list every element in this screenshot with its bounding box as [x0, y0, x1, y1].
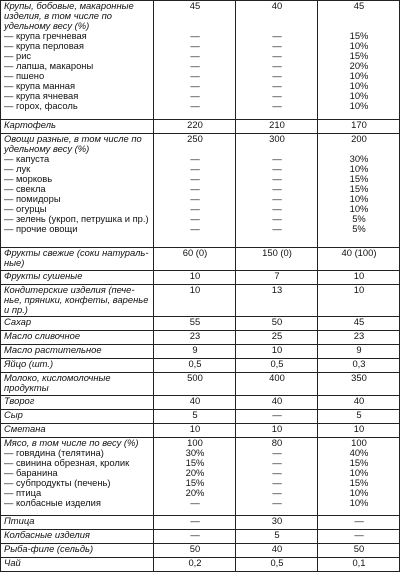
value-line: —	[190, 90, 200, 101]
value-line: —	[272, 60, 282, 71]
value-cell-col1	[154, 248, 236, 271]
value-line: 10%	[349, 163, 369, 174]
value-cell-col3	[318, 396, 400, 410]
value-line: 10	[353, 284, 365, 295]
value-line: 10	[189, 284, 201, 295]
value-line: 15%	[185, 457, 205, 468]
value-line: 25	[271, 330, 283, 341]
table-row	[1, 134, 400, 248]
product-name-line: Масло сливочное	[4, 330, 81, 341]
table-row	[1, 345, 400, 359]
value-line: 10%	[349, 80, 369, 91]
product-name-line: Масло растительное	[4, 344, 102, 355]
value-line: 7	[274, 270, 280, 281]
value-line: —	[354, 529, 364, 540]
value-line: 10	[189, 423, 201, 434]
value-line: 10%	[349, 100, 369, 111]
value-cell-col1	[154, 285, 236, 317]
table-row	[1, 516, 400, 530]
value-cell-col2	[236, 544, 318, 558]
value-line: —	[190, 163, 200, 174]
value-line: —	[272, 50, 282, 61]
subitem-line: — прочие овощи	[4, 223, 78, 234]
value-line: —	[272, 30, 282, 41]
value-line: —	[272, 163, 282, 174]
table-row	[1, 373, 400, 396]
value-line: —	[190, 213, 200, 224]
value-cell-col1	[154, 120, 236, 134]
value-line: 30%	[349, 153, 369, 164]
value-cell-col1	[154, 530, 236, 544]
product-name-cell	[1, 359, 154, 373]
value-cell-col3	[318, 516, 400, 530]
value-cell-col3	[318, 544, 400, 558]
table-body	[1, 1, 400, 572]
product-name-line: Молоко, кисломолочные	[4, 372, 111, 383]
value-line: —	[190, 70, 200, 81]
product-name-cell	[1, 544, 154, 558]
product-name-cell	[1, 120, 154, 134]
value-cell-col3	[318, 345, 400, 359]
value-line: 45	[189, 0, 201, 11]
product-name-line: Рыба-филе (сельдь)	[4, 543, 94, 554]
value-line: 15%	[349, 173, 369, 184]
value-line: —	[272, 409, 282, 420]
value-line: 50	[271, 316, 283, 327]
value-cell-col1	[154, 359, 236, 373]
value-line: 0,5	[270, 358, 284, 369]
value-line: 350	[351, 372, 367, 383]
value-line: —	[190, 497, 200, 508]
value-line: —	[272, 457, 282, 468]
value-cell-col2	[236, 248, 318, 271]
value-line: 15%	[349, 183, 369, 194]
product-name-cell	[1, 134, 154, 248]
value-line: 9	[356, 344, 362, 355]
value-cell-col2	[236, 530, 318, 544]
value-cell-col2	[236, 120, 318, 134]
value-line: —	[272, 203, 282, 214]
value-line: 10%	[349, 90, 369, 101]
table-row	[1, 424, 400, 438]
subitem-line: — горох, фасоль	[4, 100, 78, 111]
subitem-line: — говядина (телятина)	[4, 447, 104, 458]
value-cell-col3	[318, 134, 400, 248]
product-name-cell	[1, 345, 154, 359]
value-line: —	[190, 80, 200, 91]
product-name-cell	[1, 396, 154, 410]
value-cell-col3	[318, 248, 400, 271]
value-line: 40	[271, 543, 283, 554]
value-cell-col2	[236, 271, 318, 285]
product-name-line: Картофель	[4, 119, 56, 130]
table-row	[1, 1, 400, 120]
value-line: 5	[274, 529, 280, 540]
value-line: —	[190, 153, 200, 164]
value-cell-col1	[154, 558, 236, 572]
subitem-line: — крупа ячневая	[4, 90, 79, 101]
value-line: 5%	[352, 213, 366, 224]
value-line: —	[354, 515, 364, 526]
value-cell-col1	[154, 396, 236, 410]
product-name-cell	[1, 1, 154, 120]
value-line: —	[190, 60, 200, 71]
value-line: 40%	[349, 447, 369, 458]
product-name-line: Крупы, бобовые, макаронные	[4, 0, 134, 11]
value-line: —	[190, 515, 200, 526]
product-name-line: Сметана	[4, 423, 46, 434]
table-row	[1, 120, 400, 134]
product-name-line: Колбасные изделия	[4, 529, 90, 540]
product-name-line: Творог	[4, 395, 35, 406]
value-line: 50	[189, 543, 201, 554]
value-line: 0,1	[352, 557, 366, 568]
value-cell-col1	[154, 317, 236, 331]
subitem-line: — свекла	[4, 183, 46, 194]
value-line: —	[272, 223, 282, 234]
table-row	[1, 544, 400, 558]
value-line: 15%	[185, 477, 205, 488]
value-cell-col2	[236, 424, 318, 438]
product-name-line: удельному весу (%)	[4, 20, 90, 31]
product-name-line: продукты	[4, 382, 49, 393]
product-name-line: Чай	[4, 557, 21, 568]
table-row	[1, 530, 400, 544]
subitem-line: — птица	[4, 487, 42, 498]
value-line: —	[272, 497, 282, 508]
product-name-cell	[1, 317, 154, 331]
product-name-line: Овощи разные, в том числе по	[4, 133, 142, 144]
value-line: —	[272, 153, 282, 164]
value-line: 10	[271, 344, 283, 355]
value-cell-col1	[154, 271, 236, 285]
value-line: 10%	[349, 467, 369, 478]
value-line: 0,5	[270, 557, 284, 568]
value-line: 30%	[185, 447, 205, 458]
value-cell-col2	[236, 134, 318, 248]
value-line: —	[272, 193, 282, 204]
product-name-line: Сыр	[4, 409, 23, 420]
value-line: —	[272, 183, 282, 194]
subitem-line: — капуста	[4, 153, 50, 164]
value-line: 10	[353, 423, 365, 434]
subitem-line: — баранина	[4, 467, 58, 478]
value-line: 15%	[349, 477, 369, 488]
value-line: 100	[187, 437, 203, 448]
value-line: 60 (0)	[182, 247, 208, 258]
value-line: 15%	[349, 30, 369, 41]
value-line: —	[190, 40, 200, 51]
value-line: 100	[351, 437, 367, 448]
value-line: —	[272, 447, 282, 458]
value-cell-col2	[236, 516, 318, 530]
value-line: 55	[189, 316, 201, 327]
value-cell-col2	[236, 438, 318, 516]
value-cell-col1	[154, 134, 236, 248]
product-name-line: изделия, в том числе по	[4, 10, 112, 21]
table-row	[1, 317, 400, 331]
product-name-cell	[1, 558, 154, 572]
value-line: 40	[353, 395, 365, 406]
value-line: 50	[353, 543, 365, 554]
value-line: 45	[353, 0, 365, 11]
value-cell-col1	[154, 410, 236, 424]
value-line: 0,3	[352, 358, 366, 369]
product-name-cell	[1, 285, 154, 317]
value-line: 30	[271, 515, 283, 526]
value-line: —	[190, 30, 200, 41]
product-name-line: удельному весу (%)	[4, 143, 90, 154]
value-line: —	[272, 90, 282, 101]
subitem-line: — лапша, макароны	[4, 60, 94, 71]
table-row	[1, 396, 400, 410]
product-name-cell	[1, 248, 154, 271]
value-line: 15%	[349, 457, 369, 468]
value-cell-col3	[318, 373, 400, 396]
product-name-cell	[1, 271, 154, 285]
product-name-line: Кондитерские изделия (пече-	[4, 284, 135, 295]
value-cell-col2	[236, 331, 318, 345]
value-cell-col3	[318, 410, 400, 424]
product-name-cell	[1, 373, 154, 396]
value-line: 9	[192, 344, 198, 355]
subitem-line: — крупа гречневая	[4, 30, 87, 41]
value-cell-col3	[318, 271, 400, 285]
value-cell-col2	[236, 359, 318, 373]
value-line: 10	[353, 270, 365, 281]
value-cell-col1	[154, 345, 236, 359]
value-line: 10%	[349, 497, 369, 508]
product-name-cell	[1, 410, 154, 424]
value-line: 13	[271, 284, 283, 295]
value-line: 40	[271, 395, 283, 406]
value-line: —	[272, 487, 282, 498]
value-line: 150 (0)	[262, 247, 292, 258]
subitem-line: — лук	[4, 163, 31, 174]
value-line: 10%	[349, 193, 369, 204]
value-line: 15%	[349, 50, 369, 61]
product-name-cell	[1, 516, 154, 530]
value-line: 80	[271, 437, 283, 448]
value-line: —	[190, 173, 200, 184]
value-line: 40	[189, 395, 201, 406]
value-line: 40 (100)	[341, 247, 377, 258]
value-line: 0,2	[188, 557, 202, 568]
product-name-line: Фрукты свежие (соки натураль-	[4, 247, 149, 258]
value-cell-col3	[318, 359, 400, 373]
value-line: 220	[187, 119, 203, 130]
table-row	[1, 248, 400, 271]
value-line: —	[190, 183, 200, 194]
value-cell-col2	[236, 410, 318, 424]
subitem-line: — субпродукты (печень)	[4, 477, 111, 488]
product-name-line: Мясо, в том числе по весу (%)	[4, 437, 139, 448]
value-cell-col1	[154, 424, 236, 438]
value-cell-col1	[154, 1, 236, 120]
product-name-line: и пр.)	[4, 304, 28, 315]
product-name-line: Птица	[4, 515, 35, 526]
value-line: 250	[187, 133, 203, 144]
value-line: 20%	[185, 487, 205, 498]
value-line: 20%	[185, 467, 205, 478]
value-cell-col3	[318, 120, 400, 134]
product-name-line: Фрукты сушеные	[4, 270, 83, 281]
value-cell-col3	[318, 558, 400, 572]
value-line: 10	[271, 423, 283, 434]
value-cell-col3	[318, 317, 400, 331]
value-line: 500	[187, 372, 203, 383]
value-cell-col2	[236, 317, 318, 331]
table-row	[1, 331, 400, 345]
value-line: —	[190, 50, 200, 61]
value-line: 170	[351, 119, 367, 130]
value-cell-col1	[154, 438, 236, 516]
product-name-cell	[1, 424, 154, 438]
table-row	[1, 271, 400, 285]
value-line: 23	[353, 330, 365, 341]
value-line: 200	[351, 133, 367, 144]
product-name-cell	[1, 530, 154, 544]
product-name-line: нье, пряники, конфеты, варенье	[4, 294, 149, 305]
value-line: 10%	[349, 487, 369, 498]
subitem-line: — огурцы	[4, 203, 47, 214]
table-row	[1, 438, 400, 516]
value-line: 10%	[349, 70, 369, 81]
value-line: 5	[192, 409, 198, 420]
value-cell-col2	[236, 373, 318, 396]
value-line: 10%	[349, 203, 369, 214]
value-cell-col3	[318, 331, 400, 345]
product-name-line: ные)	[4, 257, 25, 268]
value-line: —	[272, 40, 282, 51]
subitem-line: — колбасные изделия	[4, 497, 101, 508]
value-line: 5%	[352, 223, 366, 234]
table-row	[1, 359, 400, 373]
value-line: —	[272, 70, 282, 81]
value-cell-col1	[154, 516, 236, 530]
product-name-line: Яйцо (шт.)	[4, 358, 54, 369]
product-name-cell	[1, 438, 154, 516]
value-cell-col3	[318, 285, 400, 317]
value-line: —	[190, 203, 200, 214]
value-cell-col2	[236, 345, 318, 359]
value-line: 10%	[349, 40, 369, 51]
value-line: 300	[269, 133, 285, 144]
value-line: —	[272, 467, 282, 478]
value-line: 40	[271, 0, 283, 11]
value-line: —	[272, 477, 282, 488]
value-line: 5	[356, 409, 362, 420]
subitem-line: — зелень (укроп, петрушка и пр.)	[4, 213, 149, 224]
value-line: 20%	[349, 60, 369, 71]
value-line: —	[190, 100, 200, 111]
subitem-line: — рис	[4, 50, 32, 61]
subitem-line: — пшено	[4, 70, 45, 81]
value-cell-col3	[318, 438, 400, 516]
table-row	[1, 410, 400, 424]
value-line: —	[272, 213, 282, 224]
value-line: 400	[269, 372, 285, 383]
value-cell-col2	[236, 396, 318, 410]
value-line: —	[190, 529, 200, 540]
value-cell-col1	[154, 373, 236, 396]
value-line: —	[272, 173, 282, 184]
subitem-line: — крупа перловая	[4, 40, 84, 51]
value-line: —	[272, 100, 282, 111]
subitem-line: — крупа манная	[4, 80, 76, 91]
value-cell-col3	[318, 1, 400, 120]
value-cell-col1	[154, 544, 236, 558]
value-line: —	[190, 223, 200, 234]
value-line: —	[190, 193, 200, 204]
subitem-line: — свинина обрезная, кролик	[4, 457, 130, 468]
table-row	[1, 558, 400, 572]
table-row	[1, 285, 400, 317]
value-cell-col2	[236, 1, 318, 120]
product-name-cell	[1, 331, 154, 345]
value-cell-col1	[154, 331, 236, 345]
value-line: 0,5	[188, 358, 202, 369]
value-line: 23	[189, 330, 201, 341]
value-cell-col3	[318, 530, 400, 544]
value-line: —	[272, 80, 282, 91]
value-line: 210	[269, 119, 285, 130]
value-line: 10	[189, 270, 201, 281]
value-cell-col2	[236, 285, 318, 317]
subitem-line: — морковь	[4, 173, 53, 184]
product-name-line: Сахар	[4, 316, 32, 327]
value-cell-col3	[318, 424, 400, 438]
value-line: 45	[353, 316, 365, 327]
subitem-line: — помидоры	[4, 193, 61, 204]
value-cell-col2	[236, 558, 318, 572]
